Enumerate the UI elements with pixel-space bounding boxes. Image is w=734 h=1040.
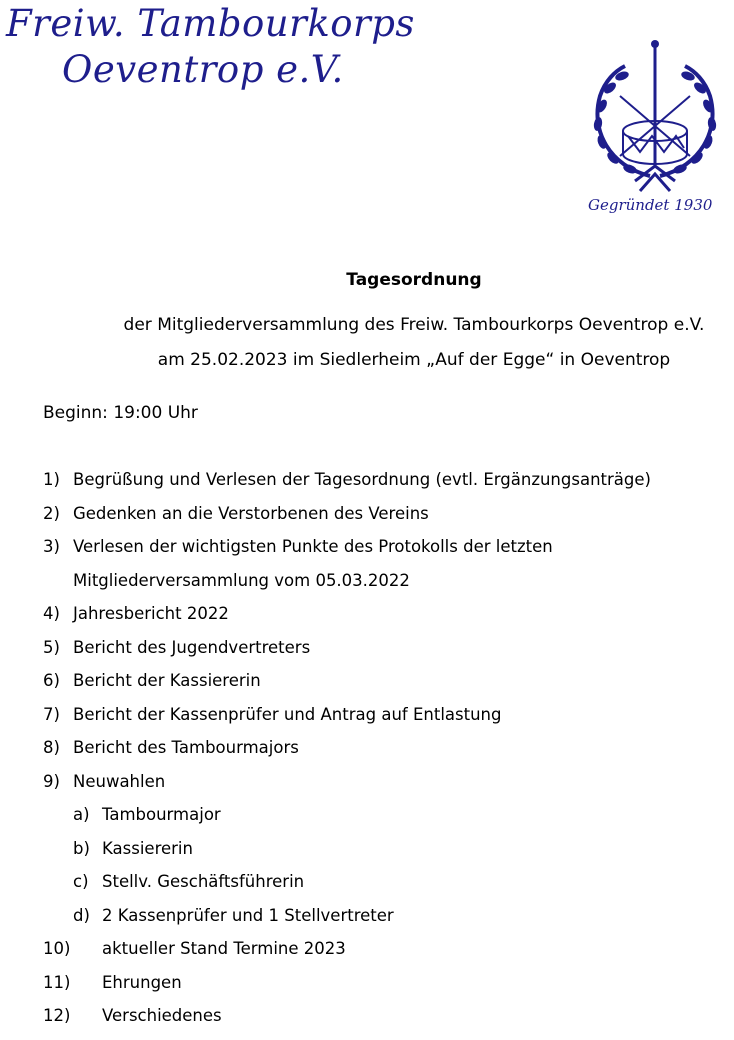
agenda-item-text: Begrüßung und Verlesen der Tagesordnung (evtl. Ergänzungsanträge): [73, 470, 651, 489]
agenda-item-number: 2): [43, 503, 60, 523]
club-name-line2: Oeventrop e.V.: [62, 48, 344, 91]
agenda-item-number: 1): [43, 470, 60, 489]
agenda-subitem-letter: b): [73, 838, 90, 858]
agenda-subitem-letter: a): [73, 805, 90, 824]
agenda-item-text: Gedenken an die Verstorbenen des Vereins: [73, 503, 429, 523]
agenda-subitem-text: Stellv. Geschäftsführerin: [102, 872, 305, 891]
subtitle-line1: der Mitgliederversammlung des Freiw. Tambourkorps Oeventrop e.V.: [123, 315, 705, 335]
club-name-line1: Freiw. Tambourkorps: [6, 2, 415, 45]
agenda-subitem-text: 2 Kassenprüfer und 1 Stellvertreter: [102, 905, 394, 925]
agenda-item-number: 7): [43, 704, 60, 724]
agenda-subitem-letter: c): [73, 872, 89, 891]
agenda-item-text: Mitgliederversammlung vom 05.03.2022: [73, 570, 410, 590]
document-title: Tagesordnung: [346, 270, 482, 290]
begin-time: Beginn: 19:00 Uhr: [43, 403, 198, 423]
agenda-item-text: Jahresbericht 2022: [73, 604, 229, 623]
agenda-item-text: Ehrungen: [102, 972, 182, 992]
agenda-item-number: 3): [43, 537, 60, 556]
agenda-item-number: 6): [43, 671, 60, 690]
agenda-subitem-text: Kassiererin: [102, 838, 193, 858]
agenda-item-text: Bericht des Jugendvertreters: [73, 637, 311, 657]
founded-year-text: Gegründet 1930: [588, 196, 713, 214]
agenda-item-number: 4): [43, 604, 60, 623]
agenda-item-text: Verschiedenes: [102, 1006, 222, 1025]
agenda-item-number: 12): [43, 1006, 71, 1025]
wreath-drum-emblem-icon: [580, 36, 730, 196]
agenda-subitem-text: Tambourmajor: [102, 805, 221, 824]
agenda-item-text: Bericht der Kassiererin: [73, 671, 261, 690]
subtitle-line2: am 25.02.2023 im Siedlerheim „Auf der Egge“ in Oeventrop: [157, 350, 671, 370]
agenda-item-text: Bericht des Tambourmajors: [73, 738, 299, 757]
agenda-item-number: 11): [43, 972, 71, 992]
agenda-item-number: 8): [43, 738, 60, 757]
agenda-item-number: 10): [43, 939, 71, 958]
agenda-subitem-letter: d): [73, 905, 90, 925]
agenda-item-text: Bericht der Kassenprüfer und Antrag auf Entlastung: [73, 704, 502, 724]
agenda-item-text: Verlesen der wichtigsten Punkte des Protokolls der letzten: [73, 537, 553, 556]
agenda-item-number: 5): [43, 637, 60, 657]
agenda-item-number: 9): [43, 771, 60, 791]
agenda-item-text: Neuwahlen: [73, 771, 166, 791]
agenda-item-text: aktueller Stand Termine 2023: [102, 939, 346, 958]
